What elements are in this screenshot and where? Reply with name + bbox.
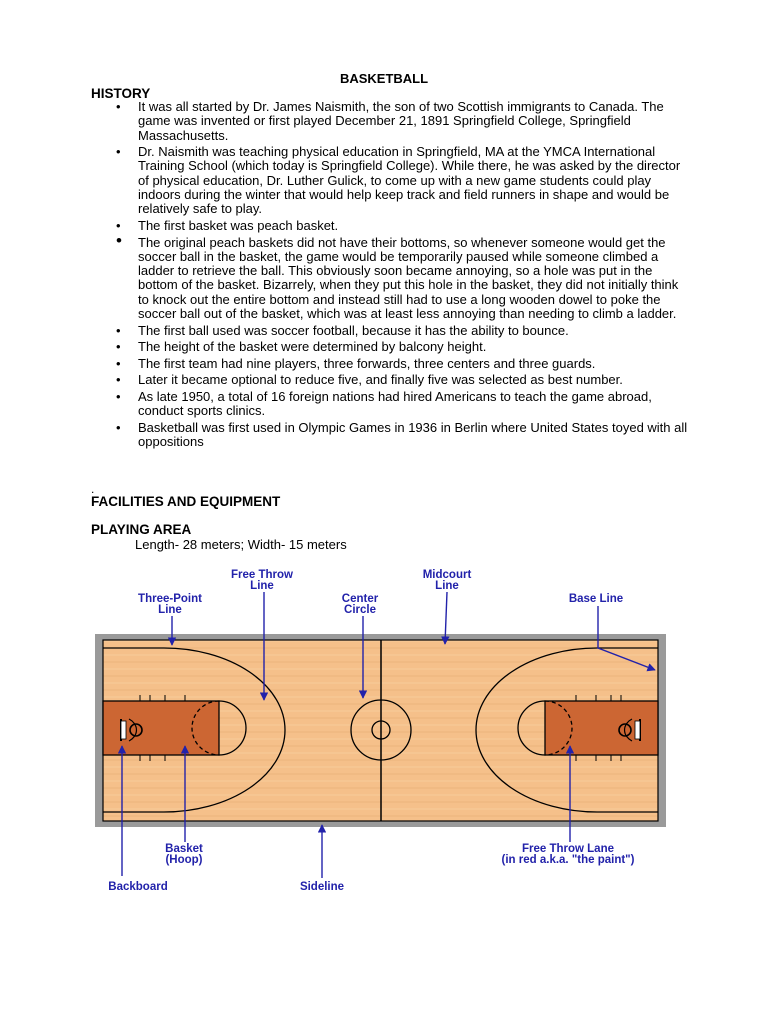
center-circle-label: Circle <box>344 604 376 616</box>
playing-area-heading: PLAYING AREA <box>91 522 192 537</box>
list-item: • It was all started by Dr. James Naismith, the son of two Scottish immigrants to Canada. The game was invented or first played December 21, 1891 Springfield College, Springfield Massachusetts. <box>113 100 688 143</box>
document-title: BASKETBALL <box>339 71 429 86</box>
list-item: • As late 1950, a total of 16 foreign nations had hired Americans to teach the game abroad, conduct sports clinics. <box>113 390 688 419</box>
list-item: • Basketball was first used in Olympic Games in 1936 in Berlin where United States toyed with all oppositions <box>113 421 688 450</box>
facilities-heading: FACILITIES AND EQUIPMENT <box>91 494 281 509</box>
history-heading: HISTORY <box>91 86 151 101</box>
center-circle-label: Center <box>341 593 379 605</box>
stray-mark: . <box>91 482 95 496</box>
list-item: • The first team had nine players, three forwards, three centers and three guards. <box>113 357 688 371</box>
court-diagram <box>0 560 768 900</box>
midcourt-line-label: Line <box>435 580 459 592</box>
court-dimensions: Length- 28 meters; Width- 15 meters <box>135 537 347 552</box>
list-item: • The original peach baskets did not have their bottoms, so whenever someone would get the soccer ball in the basket, the game would be temporarily paused while someone climbed a ladder to retrieve the ball. This obviously soon became annoying, so a hole was put in the bottom of the basket. Bizarrely, when they put this hole in the basket, they did not initially think to knock out the entire bottom and instead still had to use a long wooden dowel to poke the soccer ball out of the basket, which was at least less annoying than needing to climb a ladder. <box>113 236 688 322</box>
free-throw-line-label: Line <box>250 580 274 592</box>
history-list <box>113 100 688 452</box>
backboard-label: Backboard <box>108 881 168 893</box>
basket-label: Basket <box>165 843 203 855</box>
three-point-line-label: Three-Point <box>138 593 202 605</box>
list-item: • The first ball used was soccer football, because it has the ability to bounce. <box>113 324 688 338</box>
free-throw-lane-right <box>545 701 658 755</box>
list-item: • Dr. Naismith was teaching physical education in Springfield, MA at the YMCA International Training School (which today is Springfield College). While there, he was asked by the director of physical education, Dr. Luther Gulick, to come up with a new game students could play indoors during the winter that would help keep track and field runners in shape and would be relatively safe to play. <box>113 145 688 216</box>
list-item: • Later it became optional to reduce five, and finally five was selected as best number. <box>113 373 688 387</box>
sideline-label: Sideline <box>299 881 345 893</box>
free-throw-lane-label: Free Throw Lane <box>521 843 615 855</box>
three-point-line-label: Line <box>158 604 182 616</box>
free-throw-line-label: Free Throw <box>231 569 293 581</box>
base-line-label: Base Line <box>568 593 624 605</box>
basket-label: (Hoop) <box>165 854 203 866</box>
list-item: • The first basket was peach basket. <box>113 219 688 233</box>
midcourt-line-label: Midcourt <box>422 569 472 581</box>
list-item: • The height of the basket were determined by balcony height. <box>113 340 688 354</box>
free-throw-lane-label: (in red a.k.a. "the paint") <box>501 854 635 866</box>
